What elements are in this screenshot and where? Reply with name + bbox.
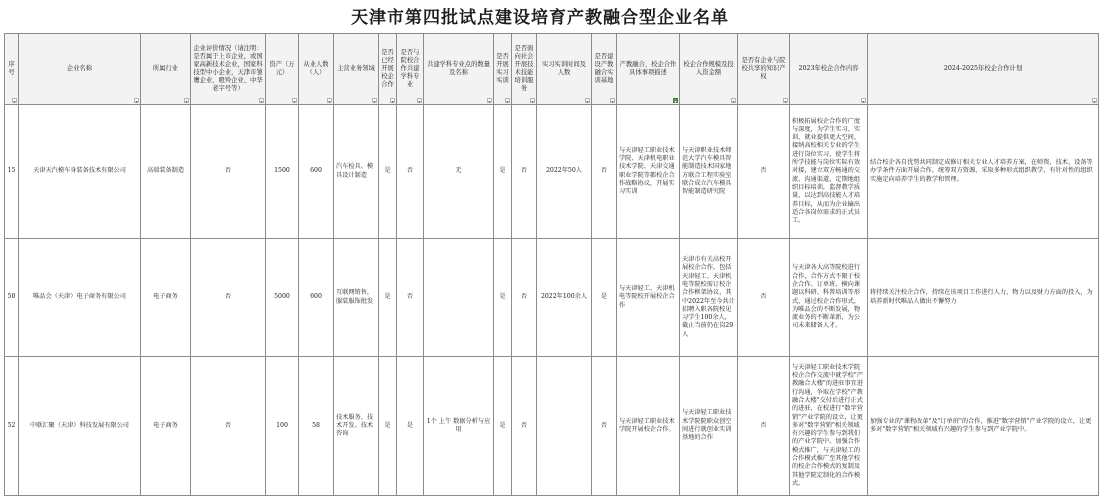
table-row bbox=[5, 105, 1099, 239]
cell-intern-time[interactable]: 2022年100余人 bbox=[537, 239, 592, 357]
cell-ip[interactable]: 否 bbox=[738, 239, 790, 357]
cell-scale[interactable]: 与天津轻工职业技术学院院职众创空间进行就创业实训基地的合作 bbox=[680, 357, 738, 496]
header-cell[interactable] bbox=[379, 34, 397, 105]
filter-dropdown-icon[interactable]: ▾ bbox=[862, 99, 865, 104]
cell-majors[interactable]: 无 bbox=[424, 105, 494, 239]
header-label: 产教融合、校企合作具体事项描述 bbox=[619, 61, 677, 76]
filter-dropdown-icon[interactable]: ▾ bbox=[185, 99, 188, 104]
header-label: 所属行业 bbox=[152, 65, 179, 72]
cell-business[interactable]: 互联网销售，服装服饰批发 bbox=[334, 239, 379, 357]
cell-coop[interactable]: 是 bbox=[379, 239, 397, 357]
cell-intern[interactable]: 是 bbox=[494, 239, 512, 357]
header-row bbox=[5, 34, 1099, 105]
cell-majors[interactable] bbox=[424, 239, 494, 357]
header-label: 企业名称 bbox=[66, 65, 93, 72]
header-cell[interactable] bbox=[397, 34, 424, 105]
cell-content-2023[interactable]: 积极拓展校企合作的广度与深度，为学生实习、实训、就业提供更大空间，接纳高校相关专业的学生进行岗位实习，使学生将所学技能与岗位实际有效对接，建立双方畅通的交流、沟通渠道，定期地组织目标培训，监督教学质量，以达到高技能人才培养目标，从而为企业输出适合各岗位需求的正式员工。 bbox=[790, 105, 868, 239]
filter-dropdown-icon[interactable]: ▾ bbox=[373, 99, 376, 104]
header-cell[interactable] bbox=[266, 34, 299, 105]
cell-scale[interactable]: 天津市有关高校开展校企合作，包括天津轻工、天津机电等院校需订校企合作框架协议，其中2022年至今共计招聘入职各院校见习学生100余人，截止当前仍在岗29人 bbox=[680, 239, 738, 357]
cell-staff[interactable]: 58 bbox=[299, 357, 334, 496]
cell-no[interactable]: 15 bbox=[5, 105, 19, 239]
header-label: 是否建设产教融合实训基地 bbox=[594, 53, 614, 84]
cell-company-name[interactable]: 唯品会（天津）电子商务有限公司 bbox=[19, 239, 141, 357]
cell-cobuild[interactable]: 否 bbox=[397, 105, 424, 239]
cell-intern[interactable]: 是 bbox=[494, 357, 512, 496]
cell-staff[interactable]: 600 bbox=[299, 105, 334, 239]
header-label: 共建学科专业点的数量及名称 bbox=[427, 61, 490, 76]
filter-dropdown-icon[interactable]: ▾ bbox=[260, 99, 263, 104]
cell-majors[interactable]: 1个 上午 数据分析与应用 bbox=[424, 357, 494, 496]
header-label: 主营业务领域 bbox=[337, 65, 375, 72]
table-row bbox=[5, 239, 1099, 357]
cell-plan-2024-2025[interactable]: 结合校企各自优势共同制定成修订相关专业人才培养方案，在师资、技术、设备等办学条件方面开展合作，统筹双方资源，采取多种形式组织教学，有针对性的组织实施定向培养学生的教学和管理。 bbox=[868, 105, 1099, 239]
filter-dropdown-icon[interactable]: ▾ bbox=[1093, 99, 1096, 104]
filter-dropdown-icon[interactable]: ▾ bbox=[13, 99, 16, 104]
header-label: 从业人数（人） bbox=[303, 61, 329, 76]
cell-rating[interactable]: 否 bbox=[191, 105, 266, 239]
cell-scale[interactable]: 与天津职业技术师范大学汽车模具智能制造技术国家地方联合工程实验室联合成立汽车模具智能制造研究院 bbox=[680, 105, 738, 239]
filter-dropdown-icon[interactable]: ▾ bbox=[732, 99, 735, 104]
header-cell[interactable] bbox=[424, 34, 494, 105]
cell-cobuild[interactable]: 否 bbox=[397, 239, 424, 357]
header-cell[interactable] bbox=[494, 34, 512, 105]
header-cell[interactable] bbox=[680, 34, 738, 105]
header-label: 校企合作规模及投入资金额 bbox=[683, 61, 734, 76]
header-cell[interactable] bbox=[5, 34, 19, 105]
cell-business[interactable]: 技术服务、技术开发、技术咨询 bbox=[334, 357, 379, 496]
cell-content-2023[interactable]: 与天津轻工职业技术学院校企合作交流中就学校"产教融合大楼"的进驻事宜进行沟通，争取在学校"产教融合大楼"交付后进行正式的进驻，在校进行"数字营销"产业学院的设立，让更多对"数字营销"相关领域有兴趣的学生参与到我们的产业学院中。加强合作模式推广，与天津轻工的合作模式推广至其他学校的校企合作模式的复制及其他学院定制化的合作模式。 bbox=[790, 357, 868, 496]
header-cell[interactable] bbox=[537, 34, 592, 105]
cell-base[interactable]: 是 bbox=[592, 239, 617, 357]
header-cell[interactable] bbox=[738, 34, 790, 105]
active-filter-icon[interactable]: ▾ bbox=[674, 99, 677, 104]
filter-dropdown-icon[interactable]: ▾ bbox=[418, 99, 421, 104]
cell-training[interactable]: 否 bbox=[512, 357, 537, 496]
filter-dropdown-icon[interactable]: ▾ bbox=[391, 99, 394, 104]
header-cell[interactable] bbox=[617, 34, 680, 105]
header-label: 实习实训时间及人数 bbox=[541, 61, 587, 76]
filter-dropdown-icon[interactable]: ▾ bbox=[506, 99, 509, 104]
header-label: 2023年校企合作内容 bbox=[798, 65, 859, 72]
enterprise-table bbox=[4, 33, 1099, 496]
cell-rating[interactable]: 否 bbox=[191, 357, 266, 496]
cell-industry[interactable]: 电子商务 bbox=[141, 239, 191, 357]
cell-content-2023[interactable]: 与天津各大高等院校进行合作，合作方式不限于校企合作、订单班、横向课题以科研、科普培训等形式，通过校企合作形式，为唯品会的不断发展，物流业务的不断革新，为公司未来储备人才。 bbox=[790, 239, 868, 357]
cell-cobuild[interactable]: 是 bbox=[397, 357, 424, 496]
cell-plan-2024-2025[interactable]: 加强专业的"课程改革"及"订单班"的合作，推进"数字营销"产业学院的设立，让更多对"数字营销"相关领域有兴趣的学生参与到产业学院中。 bbox=[868, 357, 1099, 496]
header-label: 是否面向社会开展技术技能培训服务 bbox=[514, 45, 534, 92]
document-title: 天津市第四批试点建设培育产教融合型企业名单 bbox=[351, 8, 729, 28]
cell-coop[interactable]: 是 bbox=[379, 357, 397, 496]
filter-dropdown-icon[interactable]: ▾ bbox=[135, 99, 138, 104]
cell-ip[interactable]: 否 bbox=[738, 357, 790, 496]
cell-assets[interactable]: 1500 bbox=[266, 105, 299, 239]
table-row bbox=[5, 357, 1099, 496]
filter-dropdown-icon[interactable]: ▾ bbox=[488, 99, 491, 104]
header-cell[interactable] bbox=[191, 34, 266, 105]
cell-business[interactable]: 汽车检具、模具设计制造 bbox=[334, 105, 379, 239]
filter-dropdown-icon[interactable]: ▾ bbox=[328, 99, 331, 104]
cell-coop[interactable]: 是 bbox=[379, 105, 397, 239]
filter-dropdown-icon[interactable]: ▾ bbox=[531, 99, 534, 104]
cell-no[interactable]: 52 bbox=[5, 357, 19, 496]
cell-company-name[interactable]: 中联汇聚（天津）科技发展有限公司 bbox=[19, 357, 141, 496]
cell-training[interactable]: 否 bbox=[512, 239, 537, 357]
header-cell[interactable] bbox=[592, 34, 617, 105]
cell-industry[interactable]: 高端装备制造 bbox=[141, 105, 191, 239]
filter-dropdown-icon[interactable]: ▾ bbox=[611, 99, 614, 104]
header-label: 企业评价情况（请注明：是否属于上市企业，或国家高新技术企业，国家科技型中小企业，天津市雏鹰企业、瞪羚企业、中华老字号等） bbox=[193, 45, 263, 92]
header-cell[interactable] bbox=[512, 34, 537, 105]
header-label: 是否已经开展校企合作 bbox=[381, 49, 394, 88]
header-cell[interactable] bbox=[790, 34, 868, 105]
cell-assets[interactable]: 100 bbox=[266, 357, 299, 496]
cell-training[interactable]: 否 bbox=[512, 105, 537, 239]
cell-plan-2024-2025[interactable]: 将持续关注校企合作，持续在该项目工作进行人力、物力以及财力方面的投入，为培养新时代唯品人做出不懈努力 bbox=[868, 239, 1099, 357]
header-cell[interactable] bbox=[334, 34, 379, 105]
filter-dropdown-icon[interactable]: ▾ bbox=[784, 99, 787, 104]
cell-assets[interactable]: 5000 bbox=[266, 239, 299, 357]
header-cell[interactable] bbox=[19, 34, 141, 105]
header-label: 资产（万元） bbox=[269, 61, 295, 76]
cell-rating[interactable]: 否 bbox=[191, 239, 266, 357]
cell-company-name[interactable]: 天津天汽模车身装备技术有限公司 bbox=[19, 105, 141, 239]
cell-description[interactable]: 与天津轻工职业技术学院、天津机电职业技术学院、天津交通职业学院等都校企合作战略协议，开展实习实训 bbox=[617, 105, 680, 239]
cell-base[interactable]: 否 bbox=[592, 357, 617, 496]
header-label: 是否有企业与院校共享的知识产权 bbox=[741, 57, 786, 80]
cell-description[interactable]: 与天津轻工、天津机电等院校开展校企合作 bbox=[617, 239, 680, 357]
filter-dropdown-icon[interactable]: ▾ bbox=[586, 99, 589, 104]
cell-staff[interactable]: 600 bbox=[299, 239, 334, 357]
cell-intern-time[interactable]: 2022年50人 bbox=[537, 105, 592, 239]
header-cell[interactable] bbox=[141, 34, 191, 105]
cell-intern[interactable]: 是 bbox=[494, 105, 512, 239]
header-cell[interactable] bbox=[868, 34, 1099, 105]
cell-no[interactable]: 50 bbox=[5, 239, 19, 357]
header-cell[interactable] bbox=[299, 34, 334, 105]
header-label: 序号 bbox=[8, 61, 15, 76]
filter-dropdown-icon[interactable]: ▾ bbox=[293, 99, 296, 104]
header-label: 是否与院校合作共建学科专业 bbox=[400, 49, 420, 88]
cell-intern-time[interactable] bbox=[537, 357, 592, 496]
cell-base[interactable]: 否 bbox=[592, 105, 617, 239]
header-label: 2024-2025年校企合作计划 bbox=[943, 65, 1023, 72]
header-label: 是否开展实习实训 bbox=[496, 53, 509, 84]
cell-description[interactable]: 与天津轻工职业技术学院开展校企合作。 bbox=[617, 357, 680, 496]
cell-industry[interactable]: 电子商务 bbox=[141, 357, 191, 496]
cell-ip[interactable]: 否 bbox=[738, 105, 790, 239]
